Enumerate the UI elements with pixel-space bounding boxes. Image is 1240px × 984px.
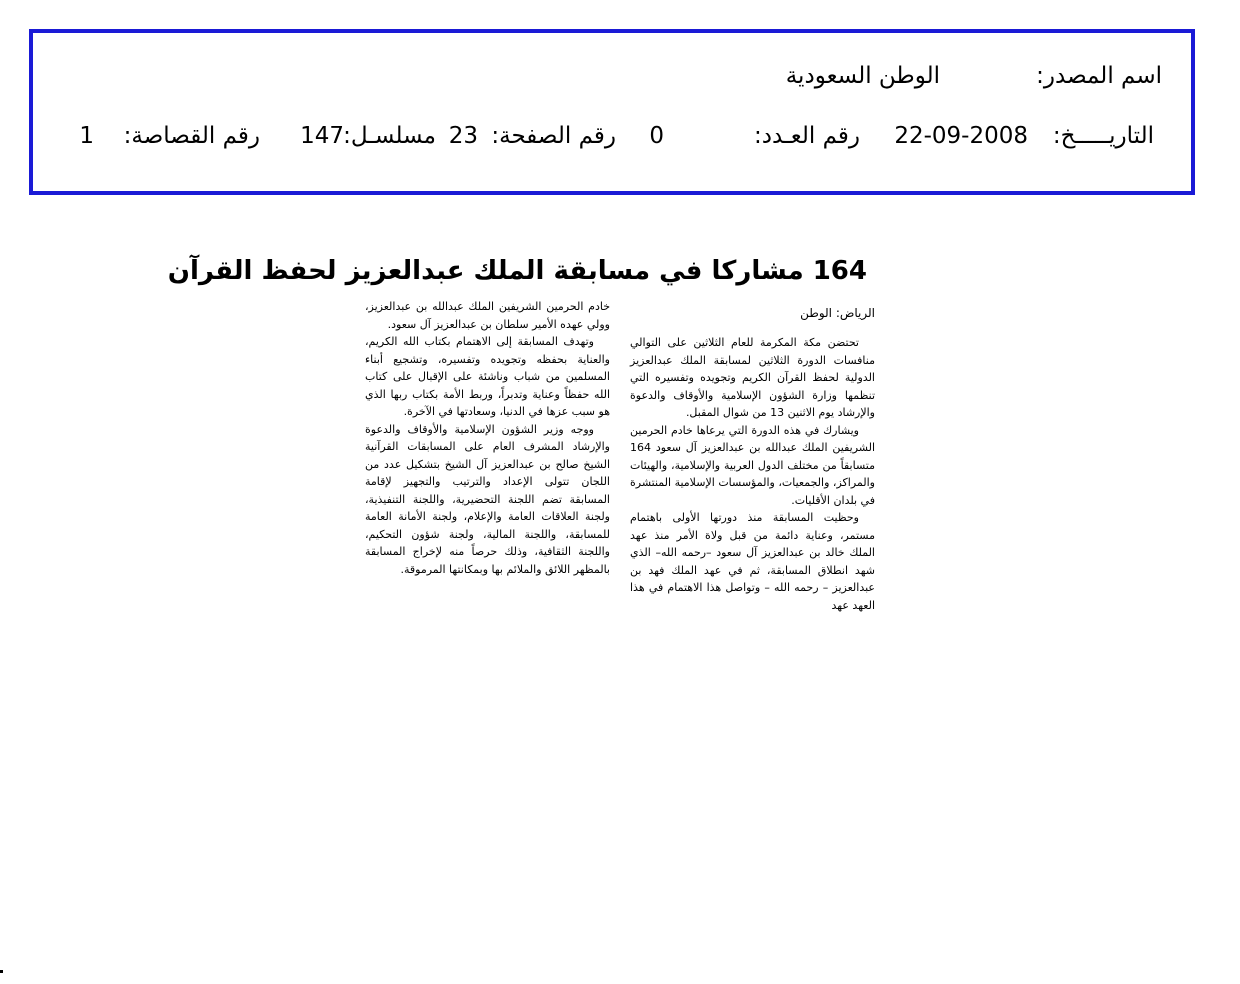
left-column-paragraph: ووجه وزير الشؤون الإسلامية والأوقاف والدعوة والإرشاد المشرف العام على المسابقات القرآنية الشيخ صالح بن عبدالعزيز آل الشيخ بتشكيل عدد من اللجان تتولى الإعداد والترتيب والتجهيز لإقامة المسابقة تضم اللجنة التحضيرية، واللجنة التنفيذية، ولجنة العلاقات العامة والإعلام، ولجنة الأمانة العامة للمسابقة، واللجنة المالية، ولجنة شؤون التحكيم، واللجنة الثقافية، وذلك حرصاً منه لإخراج المسابقة بالمظهر اللائق والملائم بها وبمكانتها المرموقة. bbox=[365, 422, 610, 576]
serial-label: مسلسـل: bbox=[343, 123, 436, 149]
issue-label: رقم العـدد: bbox=[753, 123, 860, 149]
source-value: الوطن السعودية bbox=[785, 63, 940, 89]
article-headline: 164 مشاركا في مسابقة الملك عبدالعزيز لحفظ القرآن bbox=[167, 256, 867, 286]
page-value: 23 bbox=[448, 123, 478, 149]
clip-label: رقم القصاصة: bbox=[123, 123, 260, 149]
article-left-column bbox=[365, 298, 610, 578]
metadata-frame bbox=[29, 29, 1195, 195]
left-column-paragraph: خادم الحرمين الشريفين الملك عبدالله بن عبدالعزيز، وولي عهده الأمير سلطان بن عبدالعزيز آل سعود. bbox=[365, 300, 610, 331]
scan-edge-mark bbox=[0, 970, 3, 973]
article-right-column bbox=[630, 334, 875, 614]
date-label: التاريـــــخ: bbox=[1052, 123, 1154, 149]
right-column-paragraph: وحظيت المسابقة منذ دورتها الأولى باهتمام مستمر، وعناية دائمة من قبل ولاة الأمر منذ عهد الملك خالد بن عبدالعزيز آل سعود –رحمه الله– الذي شهد انطلاق المسابقة، ثم في عهد الملك فهد بن عبدالعزيز – رحمه الله – وتواصل هذا الاهتمام في هذا العهد عهد bbox=[630, 511, 875, 612]
article-byline: الرياض: الوطن bbox=[800, 306, 875, 320]
issue-value: 0 bbox=[649, 123, 664, 149]
clip-value: 1 bbox=[79, 123, 94, 149]
left-column-paragraph: وتهدف المسابقة إلى الاهتمام بكتاب الله الكريم، والعناية بحفظه وتجويده وتفسيره، وتشجيع أبناء المسلمين من شباب وناشئة على الإقبال على كتاب الله حفظاً وعناية وتدبراً، وربط الأمة بكتاب ربها الذي هو سبب عزها في الدنيا، وسعادتها في الآخرة. bbox=[365, 335, 610, 418]
source-label: اسم المصدر: bbox=[1036, 63, 1162, 89]
date-value: 22-09-2008 bbox=[894, 123, 1028, 149]
right-column-paragraph: تحتضن مكة المكرمة للعام الثلاثين على التوالي منافسات الدورة الثلاثين لمسابقة الملك عبدالعزيز الدولية لحفظ القرآن الكريم وتجويده وتفسيره التي تنظمها وزارة الشؤون الإسلامية والأوقاف والدعوة والإرشاد يوم الاثنين 13 من شوال المقبل. bbox=[630, 336, 875, 419]
serial-value: 147 bbox=[300, 123, 344, 149]
right-column-paragraph: ويشارك في هذه الدورة التي يرعاها خادم الحرمين الشريفين الملك عبدالله بن عبدالعزيز آل سعود 164 متسابقاً من مختلف الدول العربية والإسلامية، والهيئات والمراكز، والجمعيات، والمؤسسات الإسلامية المنتشرة في بلدان الأقليات. bbox=[630, 423, 875, 507]
page-label: رقم الصفحة: bbox=[491, 123, 616, 149]
